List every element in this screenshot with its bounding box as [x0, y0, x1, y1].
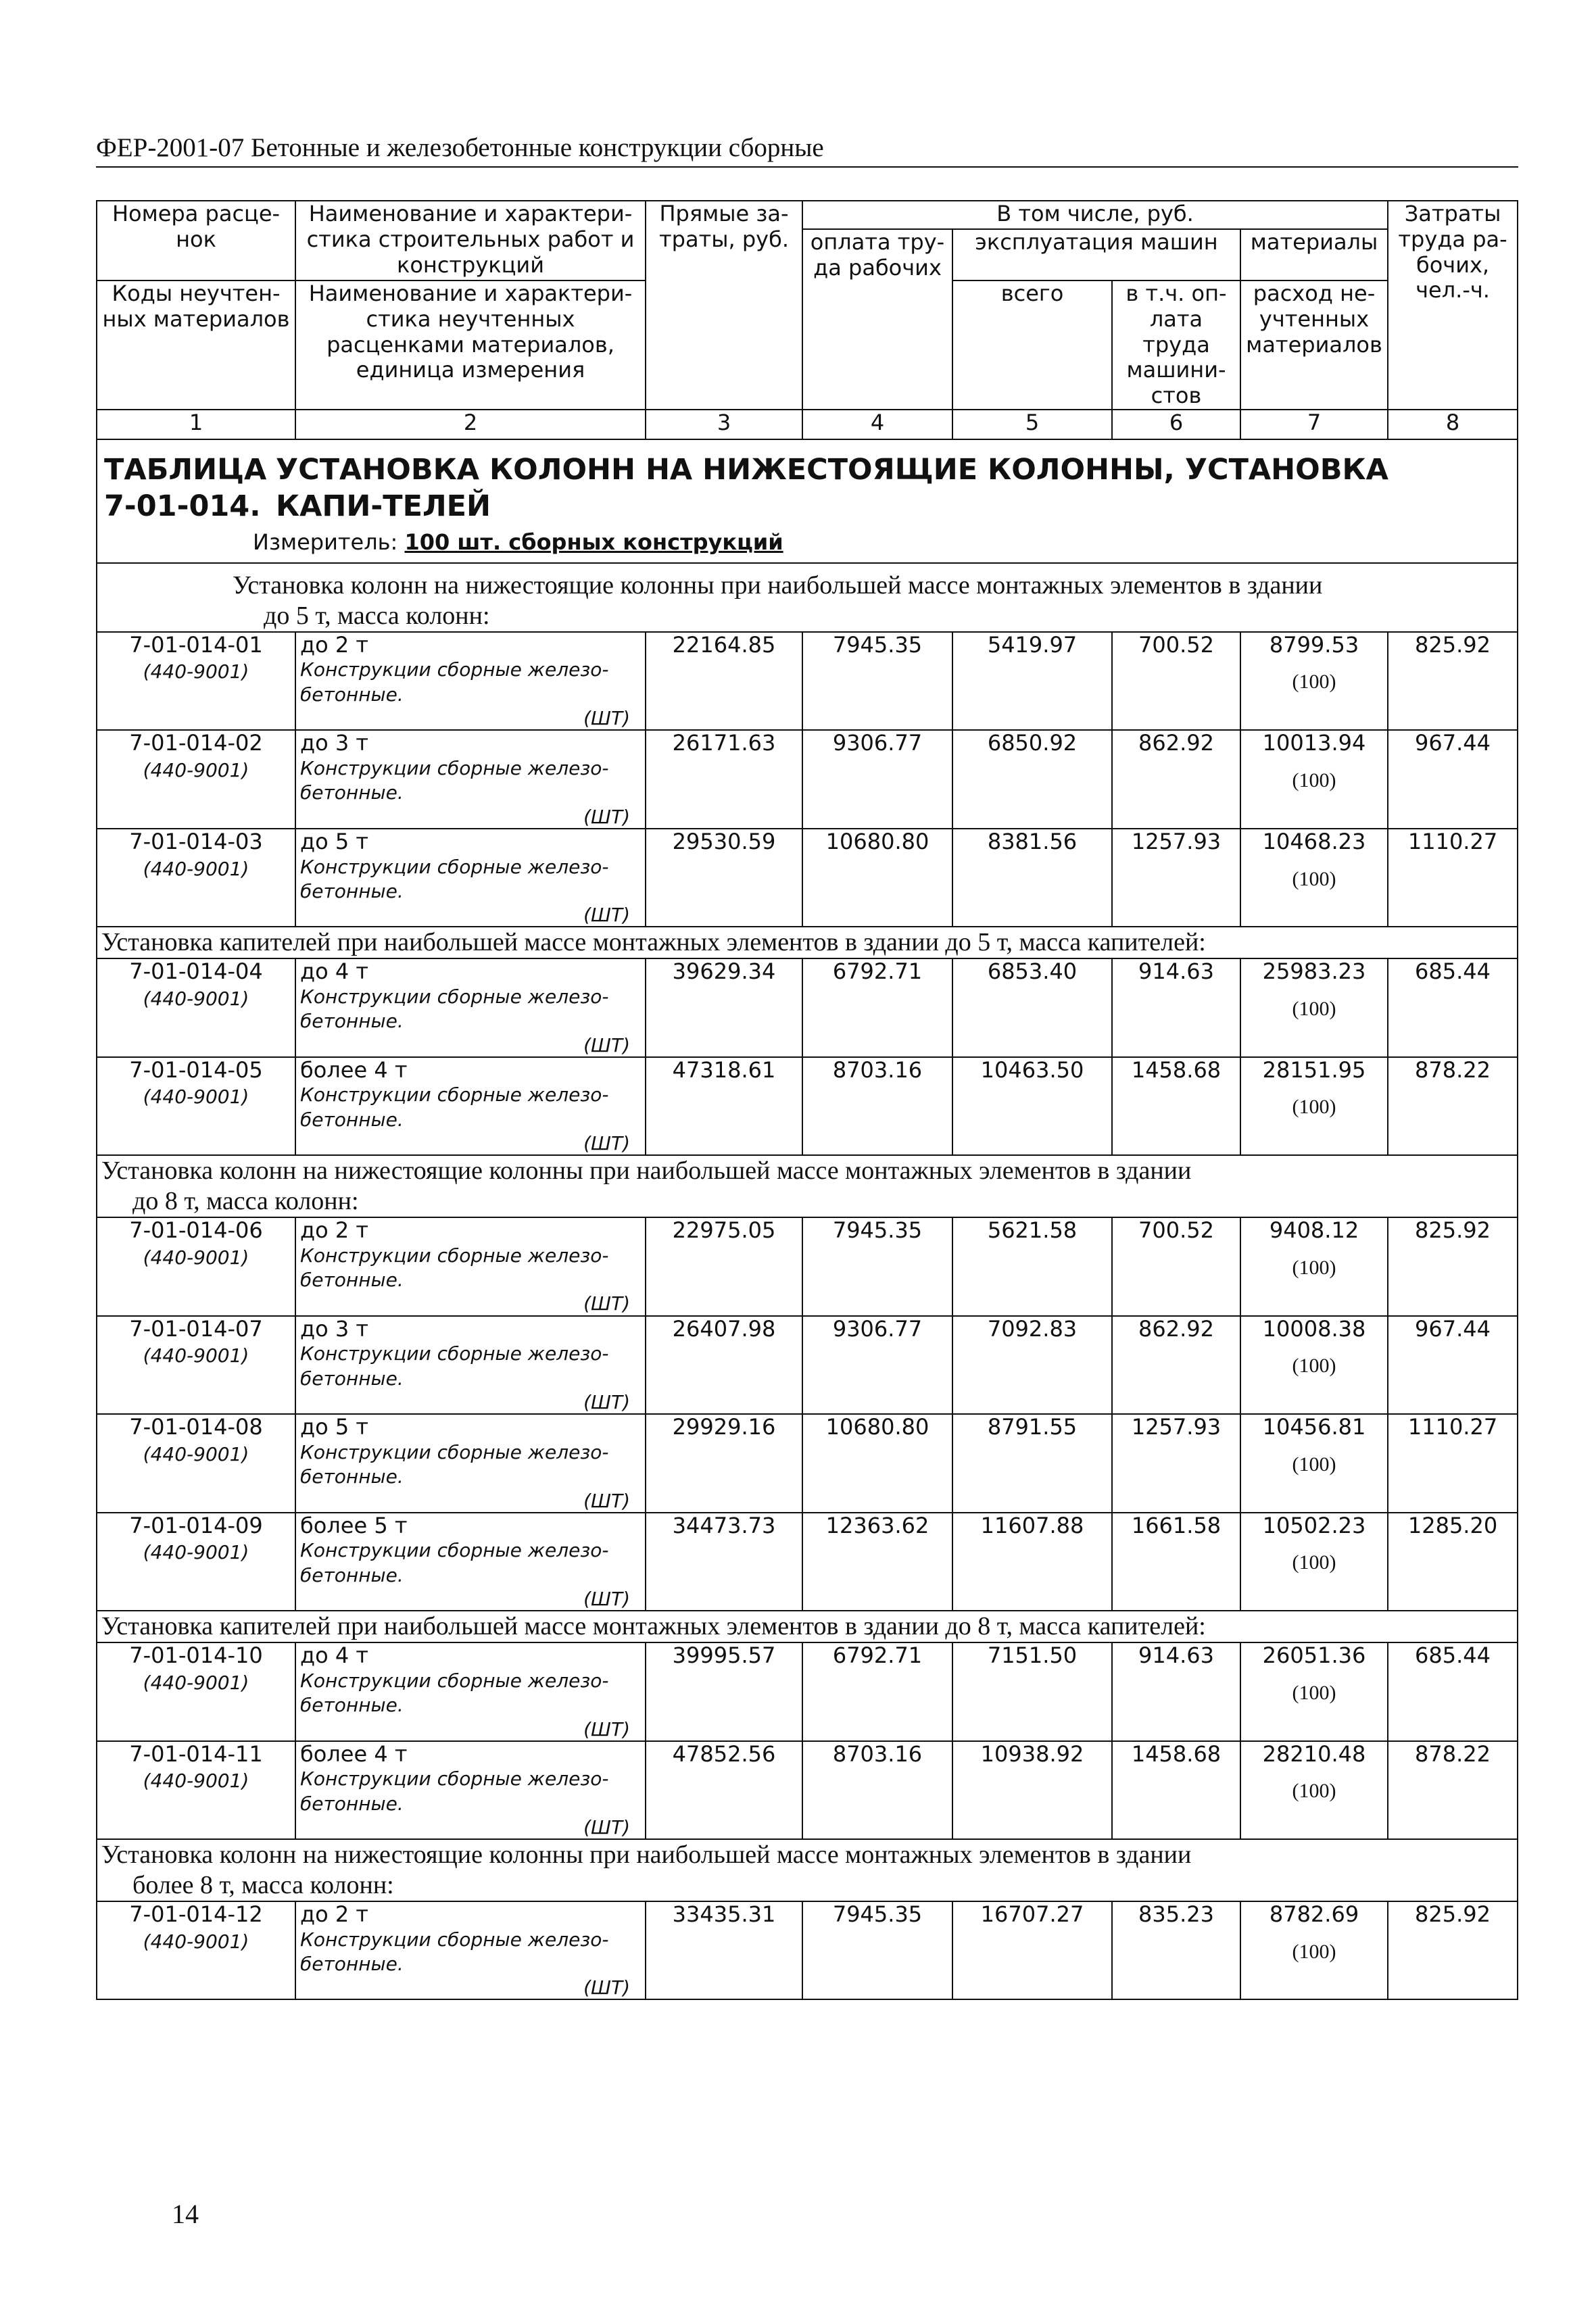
labor-hours: 825.92 — [1388, 1901, 1518, 2000]
table-row — [97, 958, 1518, 1057]
direct-costs: 22164.85 — [646, 632, 802, 731]
direct-costs: 34473.73 — [646, 1513, 802, 1611]
direct-costs: 29530.59 — [646, 829, 802, 927]
machines-total: 11607.88 — [952, 1513, 1112, 1611]
labor-wages: 6792.71 — [802, 1642, 952, 1741]
table-title-text: УСТАНОВКА КОЛОНН НА НИЖЕСТОЯЩИЕ КОЛОННЫ, УСТАНОВКА КАПИ-ТЕЛЕЙ — [276, 452, 1388, 523]
col2-top-header: Наименование и характери-стика строительных работ и конструкций — [295, 201, 646, 281]
material-quantity: (100) — [1292, 867, 1336, 890]
material-name: Конструкции сборные железо-бетонные. — [300, 658, 609, 706]
column-numbers-row — [97, 410, 1518, 439]
section-heading-row — [97, 563, 1518, 632]
section-heading — [97, 563, 1518, 632]
work-name: до 4 т — [300, 1642, 369, 1669]
machines-total: 8791.55 — [952, 1414, 1112, 1513]
material-code: (440-9001) — [143, 1086, 249, 1108]
material-unit: (ШТ) — [583, 1292, 630, 1315]
direct-costs: 29929.16 — [646, 1414, 802, 1513]
column-number: 1 — [97, 410, 295, 439]
materials-cell — [1240, 632, 1388, 731]
measurement-unit — [97, 525, 1517, 562]
labor-hours: 825.92 — [1388, 632, 1518, 731]
table-row — [97, 1901, 1518, 2000]
machinists-wages: 1257.93 — [1112, 829, 1240, 927]
work-name-cell — [295, 1513, 646, 1611]
material-quantity: (100) — [1292, 1551, 1336, 1574]
labor-hours: 967.44 — [1388, 1316, 1518, 1415]
material-code: (440-9001) — [143, 660, 249, 683]
material-quantity: (100) — [1292, 671, 1336, 693]
material-name: Конструкции сборные железо-бетонные. — [300, 855, 609, 902]
direct-costs: 39995.57 — [646, 1642, 802, 1741]
rate-code: 7-01-014-09 — [129, 1512, 263, 1538]
meter-label: Измеритель: — [253, 529, 398, 556]
materials-cost: 28210.48 — [1262, 1740, 1366, 1767]
machines-total: 5419.97 — [952, 632, 1112, 731]
material-code: (440-9001) — [143, 1344, 249, 1367]
machines-total: 10463.50 — [952, 1057, 1112, 1156]
materials-cell — [1240, 1316, 1388, 1415]
materials-cell — [1240, 1642, 1388, 1741]
work-name: до 2 т — [300, 1217, 369, 1243]
section-heading — [97, 927, 1518, 958]
material-name: Конструкции сборные железо-бетонные. — [300, 1539, 609, 1586]
section-heading-line1: Установка колонн на нижестоящие колонны при наибольшей массе монтажных элементов в здании — [233, 571, 1323, 600]
machines-total: 8381.56 — [952, 829, 1112, 927]
rate-code: 7-01-014-07 — [129, 1315, 263, 1342]
section-heading-row — [97, 927, 1518, 958]
labor-wages: 12363.62 — [802, 1513, 952, 1611]
machinists-wages: 914.63 — [1112, 958, 1240, 1057]
materials-cell — [1240, 1414, 1388, 1513]
material-name: Конструкции сборные железо-бетонные. — [300, 1669, 609, 1717]
page-number: 14 — [172, 2199, 199, 2229]
rate-code: 7-01-014-02 — [129, 730, 263, 756]
labor-hours: 967.44 — [1388, 730, 1518, 829]
table-row — [97, 730, 1518, 829]
machinists-wages: 835.23 — [1112, 1901, 1240, 2000]
material-quantity: (100) — [1292, 997, 1336, 1020]
table-title — [97, 440, 1517, 525]
materials-cell — [1240, 730, 1388, 829]
table-head — [97, 201, 1518, 439]
materials-cell — [1240, 958, 1388, 1057]
work-name-cell — [295, 1316, 646, 1415]
direct-costs: 26407.98 — [646, 1316, 802, 1415]
material-name: Конструкции сборные железо-бетонные. — [300, 1768, 609, 1815]
materials-cost: 26051.36 — [1262, 1642, 1366, 1669]
machinists-wages: 1458.68 — [1112, 1057, 1240, 1156]
table-row — [97, 1217, 1518, 1316]
column-number: 3 — [646, 410, 802, 439]
materials-cell — [1240, 1901, 1388, 2000]
work-name: до 3 т — [300, 1315, 369, 1342]
col1-top-header: Номера расце-нок — [97, 201, 295, 281]
material-quantity: (100) — [1292, 769, 1336, 791]
material-unit: (ШТ) — [583, 707, 630, 730]
direct-costs: 33435.31 — [646, 1901, 802, 2000]
machines-total: 7151.50 — [952, 1642, 1112, 1741]
work-name: более 4 т — [300, 1740, 408, 1767]
machinists-wages: 700.52 — [1112, 632, 1240, 731]
rate-code-cell — [97, 1316, 295, 1415]
material-unit: (ШТ) — [583, 1489, 630, 1512]
labor-hours: 1110.27 — [1388, 829, 1518, 927]
labor-wages: 7945.35 — [802, 1901, 952, 2000]
table-body — [97, 439, 1518, 2000]
table-row — [97, 1316, 1518, 1415]
column-number: 2 — [295, 410, 646, 439]
rate-code: 7-01-014-08 — [129, 1414, 263, 1440]
section-heading-line2: до 5 т, масса колонн: — [264, 601, 490, 630]
section-heading — [97, 1839, 1518, 1901]
section-heading-line1: Установка капителей при наибольшей массе монтажных элементов в здании до 8 т, масса капителей: — [101, 1612, 1206, 1641]
material-name: Конструкции сборные железо-бетонные. — [300, 1083, 609, 1131]
rate-code: 7-01-014-12 — [129, 1901, 263, 1927]
work-name: до 3 т — [300, 730, 369, 756]
document-header: ФЕР-2001-07 Бетонные и железобетонные конструкции сборные — [96, 133, 824, 162]
labor-wages: 9306.77 — [802, 730, 952, 829]
work-name: более 5 т — [300, 1512, 408, 1538]
work-name-cell — [295, 730, 646, 829]
work-name: до 2 т — [300, 631, 369, 658]
section-heading-line1: Установка колонн на нижестоящие колонны при наибольшей массе монтажных элементов в здании — [101, 1156, 1192, 1186]
materials-cell — [1240, 1217, 1388, 1316]
labor-hours: 825.92 — [1388, 1217, 1518, 1316]
col5-header: всего — [952, 281, 1112, 410]
direct-costs: 39629.34 — [646, 958, 802, 1057]
section-heading-line2: до 8 т, масса колонн: — [132, 1187, 359, 1216]
labor-wages: 7945.35 — [802, 1217, 952, 1316]
materials-cost: 28151.95 — [1262, 1056, 1366, 1083]
column-number: 4 — [802, 410, 952, 439]
machines-total: 6853.40 — [952, 958, 1112, 1057]
material-code: (440-9001) — [143, 1770, 249, 1793]
rate-code: 7-01-014-10 — [129, 1642, 263, 1669]
machinists-wages: 862.92 — [1112, 1316, 1240, 1415]
material-quantity: (100) — [1292, 1780, 1336, 1803]
section-heading — [97, 1155, 1518, 1217]
material-code: (440-9001) — [143, 1930, 249, 1953]
rate-code-cell — [97, 1057, 295, 1156]
table-title-cell — [97, 439, 1518, 563]
direct-costs: 22975.05 — [646, 1217, 802, 1316]
rate-code-cell — [97, 1642, 295, 1741]
table-row — [97, 1741, 1518, 1840]
materials-cost: 10008.38 — [1262, 1315, 1366, 1342]
material-quantity: (100) — [1292, 1453, 1336, 1476]
material-name: Конструкции сборные железо-бетонные. — [300, 1928, 609, 1975]
material-code: (440-9001) — [143, 758, 249, 781]
materials-cost: 8782.69 — [1269, 1901, 1359, 1927]
col8-header: Затраты труда ра-бочих, чел.-ч. — [1388, 201, 1518, 410]
rate-code-cell — [97, 1513, 295, 1611]
table-row — [97, 829, 1518, 927]
col1-bottom-header: Коды неучтен-ных материалов — [97, 281, 295, 410]
materials-cost: 10502.23 — [1262, 1512, 1366, 1538]
labor-wages: 8703.16 — [802, 1741, 952, 1840]
work-name: более 4 т — [300, 1056, 408, 1083]
material-name: Конструкции сборные железо-бетонные. — [300, 985, 609, 1033]
material-quantity: (100) — [1292, 1355, 1336, 1378]
material-quantity: (100) — [1292, 1096, 1336, 1119]
machinists-wages: 700.52 — [1112, 1217, 1240, 1316]
header-rule — [96, 166, 1518, 168]
labor-hours: 878.22 — [1388, 1741, 1518, 1840]
work-name-cell — [295, 829, 646, 927]
table-row — [97, 632, 1518, 731]
machines-total: 7092.83 — [952, 1316, 1112, 1415]
material-unit: (ШТ) — [583, 904, 630, 927]
direct-costs: 26171.63 — [646, 730, 802, 829]
table-title-number: ТАБЛИЦА 7-01-014. — [104, 452, 267, 523]
material-unit: (ШТ) — [583, 1132, 630, 1155]
labor-wages: 8703.16 — [802, 1057, 952, 1156]
materials-cost: 9408.12 — [1269, 1217, 1359, 1243]
table-row — [97, 1057, 1518, 1156]
material-unit: (ШТ) — [583, 1033, 630, 1056]
material-quantity: (100) — [1292, 1940, 1336, 1963]
work-name: до 2 т — [300, 1901, 369, 1927]
work-name-cell — [295, 1057, 646, 1156]
rate-code-cell — [97, 1741, 295, 1840]
material-unit: (ШТ) — [583, 1816, 630, 1839]
labor-hours: 1110.27 — [1388, 1414, 1518, 1513]
machines-total: 5621.58 — [952, 1217, 1112, 1316]
labor-wages: 9306.77 — [802, 1316, 952, 1415]
work-name-cell — [295, 958, 646, 1057]
column-number: 8 — [1388, 410, 1518, 439]
work-name-cell — [295, 1642, 646, 1741]
meter-value: 100 шт. сборных конструкций — [404, 529, 783, 556]
rate-code: 7-01-014-11 — [129, 1740, 263, 1767]
col7-header: расход не-учтенных материалов — [1240, 281, 1388, 410]
machinists-wages: 1458.68 — [1112, 1741, 1240, 1840]
material-unit: (ШТ) — [583, 1717, 630, 1740]
rate-code-cell — [97, 1901, 295, 2000]
section-heading — [97, 1611, 1518, 1642]
table-row — [97, 1642, 1518, 1741]
labor-wages: 7945.35 — [802, 632, 952, 731]
work-name: до 5 т — [300, 1414, 369, 1440]
rate-code-cell — [97, 1414, 295, 1513]
section-heading-line2: более 8 т, масса колонн: — [132, 1870, 394, 1899]
table-row — [97, 1513, 1518, 1611]
material-unit: (ШТ) — [583, 805, 630, 828]
labor-wages: 10680.80 — [802, 1414, 952, 1513]
material-code: (440-9001) — [143, 987, 249, 1010]
material-unit: (ШТ) — [583, 1391, 630, 1414]
work-name: до 5 т — [300, 828, 369, 854]
rate-code-cell — [97, 730, 295, 829]
work-name: до 4 т — [300, 958, 369, 985]
materials-cell — [1240, 1741, 1388, 1840]
material-quantity: (100) — [1292, 1256, 1336, 1279]
machines-total: 6850.92 — [952, 730, 1112, 829]
labor-hours: 685.44 — [1388, 958, 1518, 1057]
materials-cost: 10468.23 — [1262, 828, 1366, 854]
materials-cost: 8799.53 — [1269, 631, 1359, 658]
material-name: Конструкции сборные железо-бетонные. — [300, 756, 609, 804]
materials-cost: 25983.23 — [1262, 958, 1366, 985]
machinists-wages: 862.92 — [1112, 730, 1240, 829]
rate-code: 7-01-014-05 — [129, 1056, 263, 1083]
work-name-cell — [295, 632, 646, 731]
labor-wages: 10680.80 — [802, 829, 952, 927]
machinists-wages: 914.63 — [1112, 1642, 1240, 1741]
table-title-row — [97, 439, 1518, 563]
material-name: Конструкции сборные железо-бетонные. — [300, 1342, 609, 1390]
material-name: Конструкции сборные железо-бетонные. — [300, 1244, 609, 1292]
section-heading-line1: Установка капителей при наибольшей массе монтажных элементов в здании до 5 т, масса капителей: — [101, 928, 1206, 957]
col6-header: в т.ч. оп-лата труда машини-стов — [1112, 281, 1240, 410]
col4-header: оплата тру-да рабочих — [802, 229, 952, 410]
table-row — [97, 1414, 1518, 1513]
section-heading-line1: Установка колонн на нижестоящие колонны при наибольшей массе монтажных элементов в здании — [101, 1841, 1192, 1870]
machinists-wages: 1661.58 — [1112, 1513, 1240, 1611]
rate-code: 7-01-014-01 — [129, 631, 263, 658]
material-code: (440-9001) — [143, 857, 249, 880]
materials-header: материалы — [1240, 229, 1388, 281]
rate-code: 7-01-014-06 — [129, 1217, 263, 1243]
machines-header: эксплуатация машин — [952, 229, 1240, 281]
materials-cell — [1240, 1057, 1388, 1156]
direct-costs: 47852.56 — [646, 1741, 802, 1840]
col2-bottom-header: Наименование и характери-стика неучтенных расценками материалов, единица измерения — [295, 281, 646, 410]
material-code: (440-9001) — [143, 1541, 249, 1564]
rate-code-cell — [97, 829, 295, 927]
machines-total: 16707.27 — [952, 1901, 1112, 2000]
labor-wages: 6792.71 — [802, 958, 952, 1057]
material-quantity: (100) — [1292, 1681, 1336, 1704]
work-name-cell — [295, 1414, 646, 1513]
machinists-wages: 1257.93 — [1112, 1414, 1240, 1513]
material-code: (440-9001) — [143, 1671, 249, 1694]
section-heading-row — [97, 1839, 1518, 1901]
rates-table — [96, 200, 1518, 2000]
direct-costs: 47318.61 — [646, 1057, 802, 1156]
rate-code-cell — [97, 632, 295, 731]
rate-code: 7-01-014-04 — [129, 958, 263, 985]
materials-cell — [1240, 1513, 1388, 1611]
material-code: (440-9001) — [143, 1442, 249, 1465]
rate-code-cell — [97, 1217, 295, 1316]
rate-code-cell — [97, 958, 295, 1057]
section-heading-row — [97, 1155, 1518, 1217]
material-code: (440-9001) — [143, 1246, 249, 1269]
material-unit: (ШТ) — [583, 1588, 630, 1611]
labor-hours: 1285.20 — [1388, 1513, 1518, 1611]
materials-cell — [1240, 829, 1388, 927]
labor-hours: 878.22 — [1388, 1057, 1518, 1156]
machines-total: 10938.92 — [952, 1741, 1112, 1840]
column-number: 6 — [1112, 410, 1240, 439]
section-heading-row — [97, 1611, 1518, 1642]
column-number: 5 — [952, 410, 1112, 439]
work-name-cell — [295, 1741, 646, 1840]
rate-code: 7-01-014-03 — [129, 828, 263, 854]
material-unit: (ШТ) — [583, 1976, 630, 1999]
material-name: Конструкции сборные железо-бетонные. — [300, 1440, 609, 1488]
work-name-cell — [295, 1217, 646, 1316]
column-number: 7 — [1240, 410, 1388, 439]
labor-hours: 685.44 — [1388, 1642, 1518, 1741]
col3-header: Прямые за-траты, руб. — [646, 201, 802, 410]
work-name-cell — [295, 1901, 646, 2000]
materials-cost: 10013.94 — [1262, 730, 1366, 756]
materials-cost: 10456.81 — [1262, 1414, 1366, 1440]
group-header: В том числе, руб. — [802, 201, 1388, 229]
